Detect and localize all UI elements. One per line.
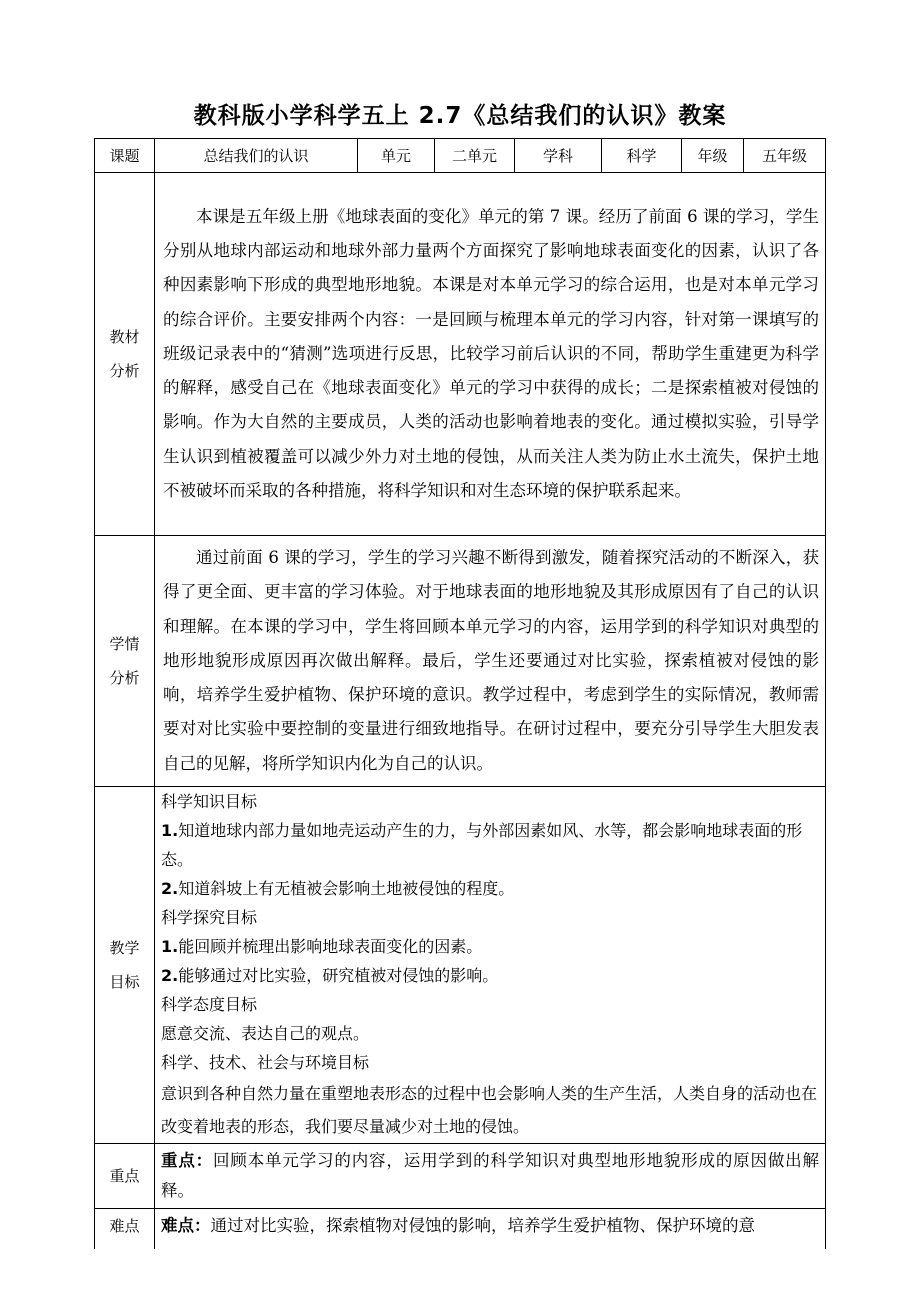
attitude-goals-heading: 科学态度目标: [161, 995, 258, 1014]
attitude-goal-text: 愿意交流、表达自己的观点。: [161, 1024, 370, 1043]
teaching-goals-label: [95, 787, 155, 1144]
knowledge-goal-1: [161, 816, 819, 874]
material-analysis-label: [95, 173, 155, 536]
key-point-content: [155, 1144, 826, 1209]
student-analysis-label: [95, 536, 155, 787]
grade-value: 五年级: [744, 139, 826, 173]
key-point-text: 回顾本单元学习的内容，运用学到的科学知识对典型地形地貌形成的原因做出解释。: [161, 1151, 820, 1200]
document-title: 教科版小学科学五上 2.7《总结我们的认识》教案: [193, 103, 727, 129]
student-analysis-label-text: 学情分析: [109, 635, 140, 687]
inquiry-goals-heading: 科学探究目标: [161, 908, 258, 927]
sts-goals-heading: 科学、技术、社会与环境目标: [161, 1053, 370, 1072]
student-analysis-text: 通过前面 6 课的学习，学生的学习兴趣不断得到激发，随着探究活动的不断深入，获得了更全面、更丰富的学习体验。对于地球表面的地形地貌及其形成原因有了自己的认识和理解。在本课的学习中，学生将回顾本单元学习的内容，运用学到的科学知识对典型的地形地貌形成原因再次做出解释。最后，学生还要通过对比实验，探索植被对侵蚀的影响，培养学生爱护植物、保护环境的意识。教学过程中，考虑到学生的实际情况，教师需要对对比实验中要控制的变量进行细致地指导。在研讨过程中，要充分引导学生大胆发表自己的见解，将所学知识内化为自己的认识。: [163, 547, 819, 773]
inquiry-goal-2-number: 2.: [161, 966, 179, 985]
material-analysis-text: 本课是五年级上册《地球表面的变化》单元的第 7 课。经历了前面 6 课的学习，学生分别从地球内部运动和地球外部力量两个方面探究了影响地球表面变化的因素，认识了各种因素影响下形成的典型地形地貌。本课是对本单元学习的综合运用，也是对本单元学习的综合评价。主要安排两个内容：一是回顾与梳理本单元的学习内容，针对第一课填写的班级记录表中的“猜测”选项进行反思，比较学习前后认识的不同，帮助学生重建更为科学的解释，感受自己在《地球表面变化》单元的学习中获得的成长；二是探索植被对侵蚀的影响。作为大自然的主要成员，人类的活动也影响着地表的变化。通过模拟实验，引导学生认识到植被覆盖可以减少外力对土地的侵蚀，从而关注人类为防止水土流失，保护土地不被破坏而采取的各种措施，将科学知识和对生态环境的保护联系起来。: [163, 206, 819, 501]
difficult-point-row: [95, 1209, 826, 1249]
inquiry-goal-1-text: 能回顾并梳理出影响地球表面变化的因素。: [178, 937, 483, 956]
knowledge-goal-2: [161, 874, 819, 903]
inquiry-goal-1: [161, 932, 819, 961]
difficult-point-bold: 难点：: [161, 1216, 211, 1235]
difficult-point-label: 难点: [95, 1209, 155, 1249]
material-analysis-row: [95, 173, 826, 536]
key-point-bold: 重点：: [161, 1151, 214, 1170]
topic-value: 总结我们的认识: [155, 139, 358, 173]
knowledge-goals-heading: 科学知识目标: [161, 792, 258, 811]
lesson-plan-table: [94, 138, 826, 1249]
knowledge-goal-1-number: 1.: [161, 821, 179, 840]
material-analysis-content: [155, 173, 826, 536]
unit-value: 二单元: [435, 139, 515, 173]
header-row: [95, 139, 826, 173]
difficult-point-text: 通过对比实验，探索植物对侵蚀的影响，培养学生爱护植物、保护环境的意: [210, 1216, 755, 1235]
student-analysis-row: [95, 536, 826, 787]
knowledge-goal-1-text: 知道地球内部力量如地壳运动产生的力，与外部因素如风、水等，都会影响地球表面的形态。: [161, 821, 803, 869]
topic-label: 课题: [95, 139, 155, 173]
teaching-goals-content: [155, 787, 826, 1144]
student-analysis-content: [155, 536, 826, 787]
unit-label: 单元: [358, 139, 435, 173]
knowledge-goal-2-text: 知道斜坡上有无植被会影响土地被侵蚀的程度。: [178, 879, 515, 898]
inquiry-goal-2: [161, 961, 819, 990]
inquiry-goal-2-text: 能够通过对比实验，研究植被对侵蚀的影响。: [178, 966, 499, 985]
knowledge-goal-2-number: 2.: [161, 879, 179, 898]
teaching-goals-row: [95, 787, 826, 1144]
grade-label: 年级: [682, 139, 744, 173]
teaching-goals-label-text: 教学目标: [109, 939, 140, 991]
sts-goal-text: 意识到各种自然力量在重塑地表形态的过程中也会影响人类的生产生活，人类自身的活动也在改变着地表的形态，我们要尽量减少对土地的侵蚀。: [161, 1084, 818, 1136]
subject-label: 学科: [515, 139, 602, 173]
difficult-point-content: [155, 1209, 826, 1249]
inquiry-goal-1-number: 1.: [161, 937, 179, 956]
material-analysis-label-text: 教材分析: [109, 328, 140, 380]
key-point-label: 重点: [95, 1144, 155, 1209]
subject-value: 科学: [602, 139, 682, 173]
key-point-row: [95, 1144, 826, 1209]
